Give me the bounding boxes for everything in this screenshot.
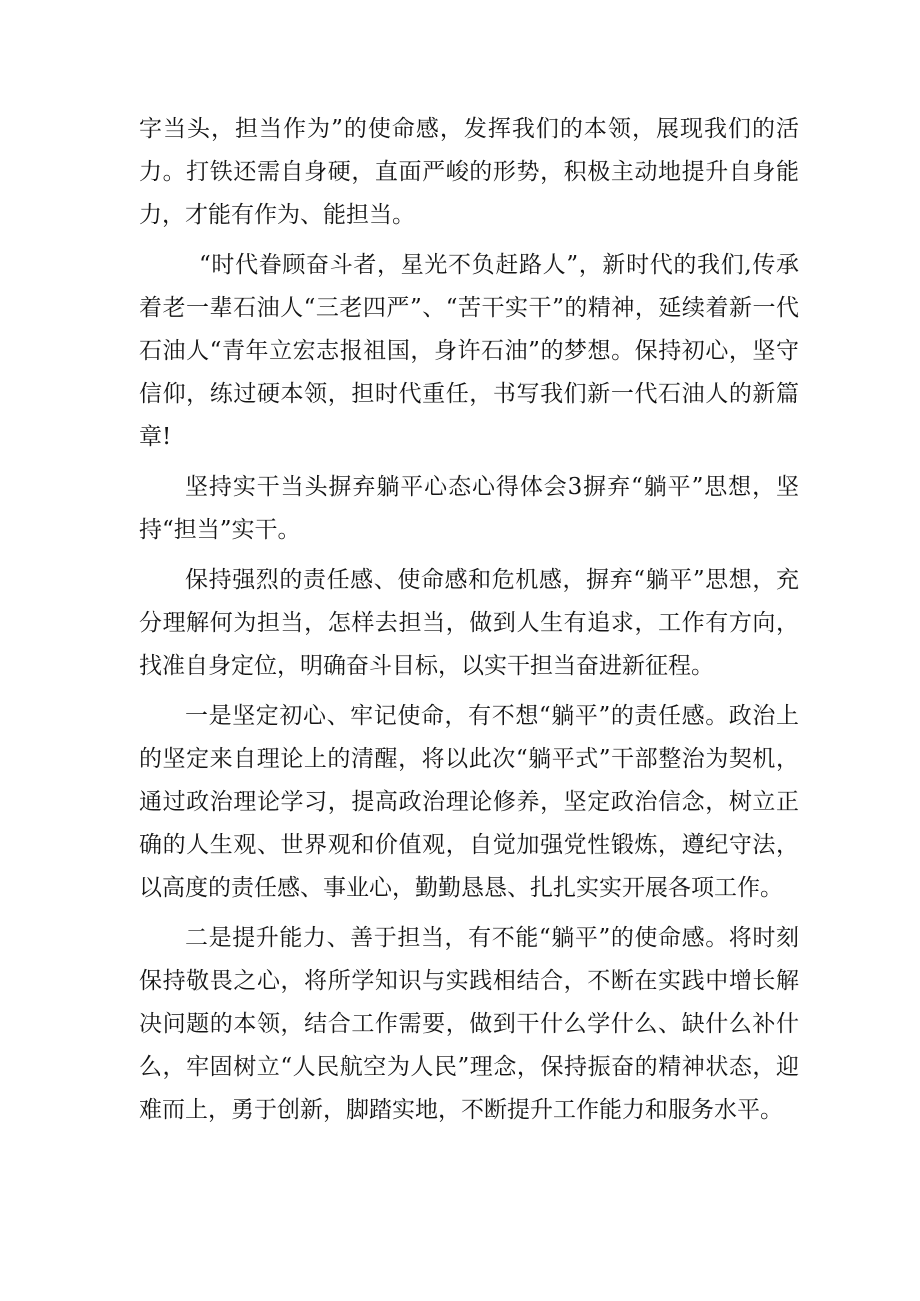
paragraph-section-heading: 坚持实干当头摒弃躺平心态心得体会3摒弃“躺平”思想，坚持“担当”实干。 (139, 474, 799, 543)
paragraph-continuation: 字当头，担当作为”的使命感，发挥我们的本领，展现我们的活力。打铁还需自身硬，直面严峻的形势，积极主动地提升自身能力，才能有作为、能担当。 (139, 116, 799, 228)
paragraph-point-two: 二是提升能力、善于担当，有不能“躺平”的使命感。将时刻保持敬畏之心，将所学知识与实践相结合，不断在实践中增长解决问题的本领，结合工作需要，做到干什么学什么、缺什么补什么，牢固树立“人民航空为人民”理念，保持振奋的精神状态，迎难而上，勇于创新，脚踏实地，不断提升工作能力和服务水平。 (139, 925, 799, 1123)
paragraph-point-one: 一是坚定初心、牢记使命，有不想“躺平”的责任感。政治上的坚定来自理论上的清醒，将以此次“躺平式”干部整治为契机，通过政治理论学习，提高政治理论修养，坚定政治信念，树立正确的人生观、世界观和价值观，自觉加强党性锻炼，遵纪守法，以高度的责任感、事业心，勤勤恳恳、扎扎实实开展各项工作。 (139, 703, 799, 901)
document-body (139, 108, 799, 1139)
paragraph-quote: “时代眷顾奋斗者，星光不负赶路人”，新时代的我们,传承着老一辈石油人“三老四严”、“苦干实干”的精神，延续着新一代石油人“青年立宏志报祖国，身许石油”的梦想。保持初心，坚守信仰，练过硬本领，担时代重任，书写我们新一代石油人的新篇章! (139, 252, 799, 450)
paragraph-intro: 保持强烈的责任感、使命感和危机感，摒弃“躺平”思想，充分理解何为担当，怎样去担当，做到人生有追求，工作有方向，找准自身定位，明确奋斗目标，以实干担当奋进新征程。 (139, 567, 799, 679)
